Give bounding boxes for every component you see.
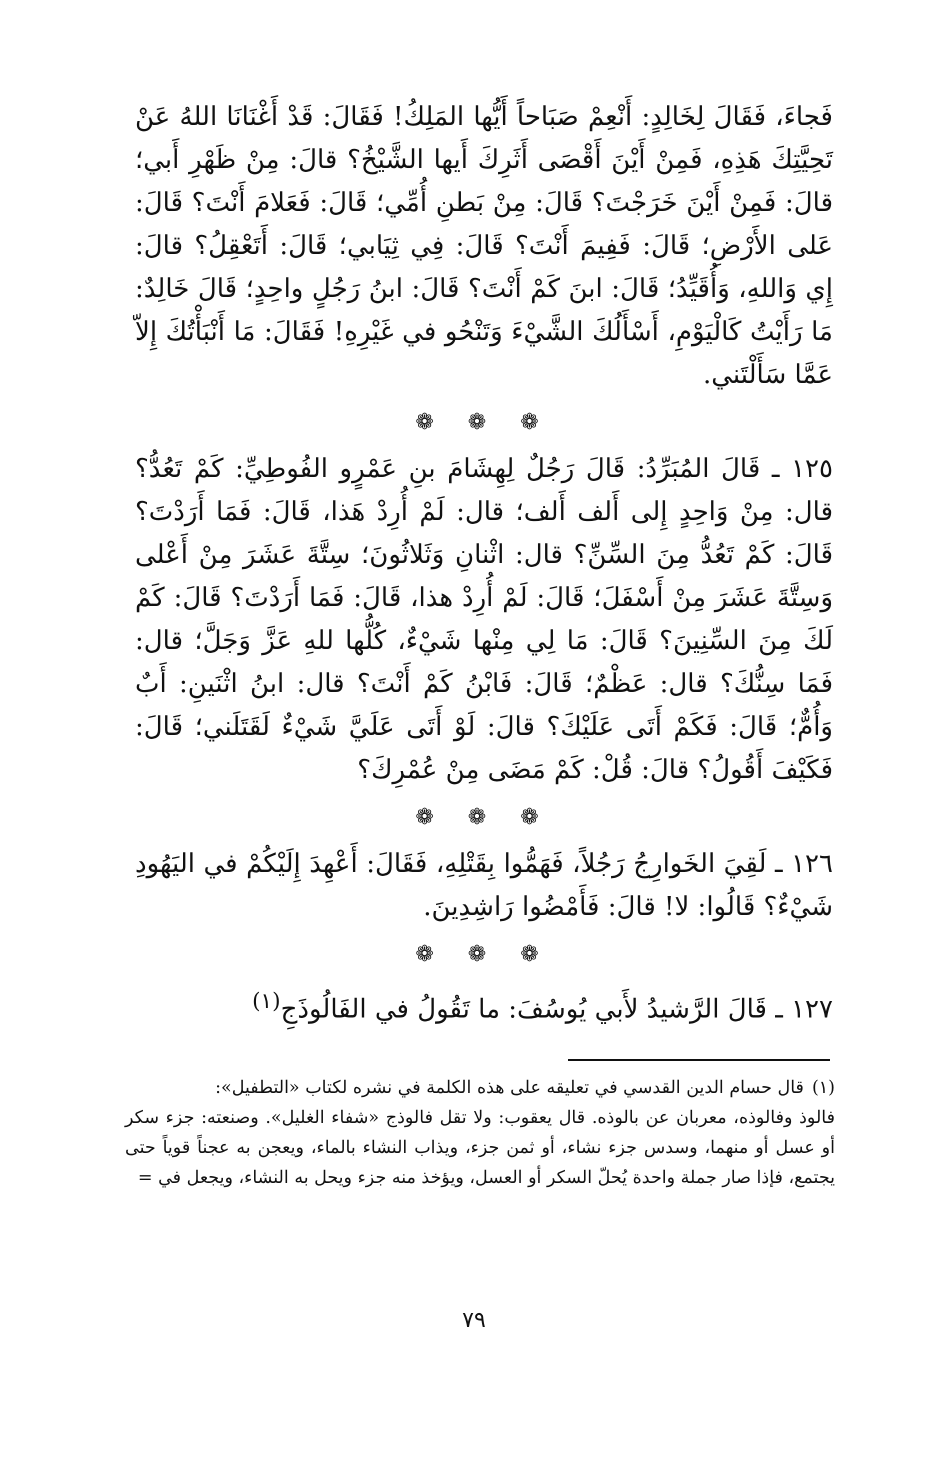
main-text <box>135 96 833 1032</box>
flower-ornament-icon: ❁ <box>467 410 501 435</box>
flower-ornament-icon: ❁ <box>520 805 553 830</box>
flower-ornament-icon: ❁ <box>520 410 553 435</box>
anecdote-paragraph-125: ١٢٥ ـ قَالَ المُبَرِّدُ: قَالَ رَجُلٌ لِهِشَامَ بنِ عَمْرٍو الفُوطِيِّ: كَمْ تَعُدُّ؟ قال: مِنْ وَاحِدٍ إِلى أَلف أَلف؛ قال: لَمْ أُرِدْ هَذا، قَالَ: فَمَا أَرَدْتَ؟ قَالَ: كَمْ تَعُدُّ مِنَ السِّنِّ؟ قال: اثْنانِ وَثَلاثُونَ؛ سِتَّةَ عَشَرَ مِنْ أَعْلى وَسِتَّةَ عَشَرَ مِنْ أَسْفَلَ؛ قَالَ: لَمْ أُرِدْ هذا، قَالَ: فَمَا أَرَدْتَ؟ قَالَ: كَمْ لَكَ مِنَ السِّنِينَ؟ قَالَ: مَا لِي مِنْها شَيْءٌ، كُلُّها للهِ عَزَّ وَجَلَّ؛ قال: فَمَا سِنُّكَ؟ قال: عَظْمٌ؛ قَالَ: فَابْنُ كَمْ أَنْتَ؟ قال: ابنُ اثْنَينِ: أَبٌ وَأُمٌّ؛ قَالَ: فَكَمْ أَتَى عَلَيْكَ؟ قالَ: لَوْ أَتَى عَلَيَّ شَيْءٌ لَقَتَلَني؛ قَالَ: فَكَيْفَ أَقُولُ؟ قالَ: قُلْ: كَمْ مَضَى مِنْ عُمْرِكَ؟ <box>135 454 833 785</box>
section-separator <box>135 397 833 448</box>
flower-ornament-icon: ❁ <box>467 942 501 967</box>
flower-ornament-icon: ❁ <box>415 410 448 435</box>
flower-ornament-icon: ❁ <box>467 805 501 830</box>
anecdote-paragraph-127 <box>135 980 833 1032</box>
flower-ornament-icon: ❁ <box>415 942 448 967</box>
footnote-intro: قال حسام الدين القدسي في تعليقه على هذه الكلمة في نشره لكتاب «التطفيل»: <box>215 1078 804 1098</box>
footnote-body: فالوذ وفالوذه، معربان عن بالوذه. قال يعقوب: ولا تقل فالوذج «شفاء الغليل». وصنعته: جزء سكر أو عسل أو منهما، وسدس جزء نشاء، أو ثمن جزء، ويذاب النشاء بالماء، ويعجن به عجناً قوياً حتى يجتمع، فإذا صار جملة واحدة يُحلّ السكر أو العسل، ويؤخذ منه جزء ويحل به النشاء، ويجعل في = <box>125 1108 835 1188</box>
footnote <box>125 1073 835 1193</box>
section-separator <box>135 792 833 843</box>
anecdote-paragraph-continued: فَجاءَ، فَقَالَ لِخَالِدٍ: أَنْعِمْ صَبَاحاً أَيُّها المَلِكُ! فَقَالَ: قَدْ أَغْنَانَا اللهُ عَنْ تَحِيَّتِكَ هَذِهِ، فَمِنْ أَيْنَ أَقْصَى أَثَرِكَ أَيها الشَّيْخُ؟ قالَ: مِنْ ظَهْرِ أَبي؛ قالَ: فَمِنْ أَيْنَ خَرَجْتَ؟ قَالَ: مِنْ بَطنِ أُمِّي؛ قَالَ: فَعَلامَ أَنْتَ؟ قَالَ: عَلى الأَرْضِ؛ قَالَ: فَفِيمَ أَنْتَ؟ قَالَ: فِي ثِيَابي؛ قَالَ: أَتَعْقِلُ؟ قالَ: إِي وَاللهِ، وَأُقَيِّدُ؛ قَالَ: ابنَ كَمْ أَنْتَ؟ قَالَ: ابنُ رَجُلٍ واحِدٍ؛ قَالَ خَالِدٌ: مَا رَأَيْتُ كَالْيَوْمِ، أَسْأَلُكَ الشَّيْءَ وَتَنْحُو في غَيْرِهِ! فَقَالَ: مَا أَنْبَأْتُكَ إِلاّ عَمَّا سَأَلْتَني. <box>135 102 833 390</box>
anecdote-paragraph-126: ١٢٦ ـ لَقِيَ الخَوارِجُ رَجُلاً، فَهَمُّوا بِقَتْلِهِ، فَقَالَ: أَعْهِدَ إِلَيْكُمْ في اليَهُودِ شَيْءٌ؟ قَالُوا: لا! قالَ: فَأَمْضُوا رَاشِدِينَ. <box>135 849 833 922</box>
paragraph-127-text: ١٢٧ ـ قَالَ الرَّشيدُ لأَبي يُوسُفَ: ما تَقُولُ في الفَالُوذَجِ <box>280 994 833 1025</box>
flower-ornament-icon: ❁ <box>520 942 553 967</box>
footnote-divider <box>568 1059 830 1061</box>
flower-ornament-icon: ❁ <box>415 805 448 830</box>
section-separator <box>135 929 833 980</box>
footnote-marker: (١) <box>811 1078 835 1098</box>
footnote-first-line <box>125 1073 835 1103</box>
footnote-reference: (١) <box>252 989 281 1014</box>
page-number: ٧٩ <box>462 1308 486 1333</box>
